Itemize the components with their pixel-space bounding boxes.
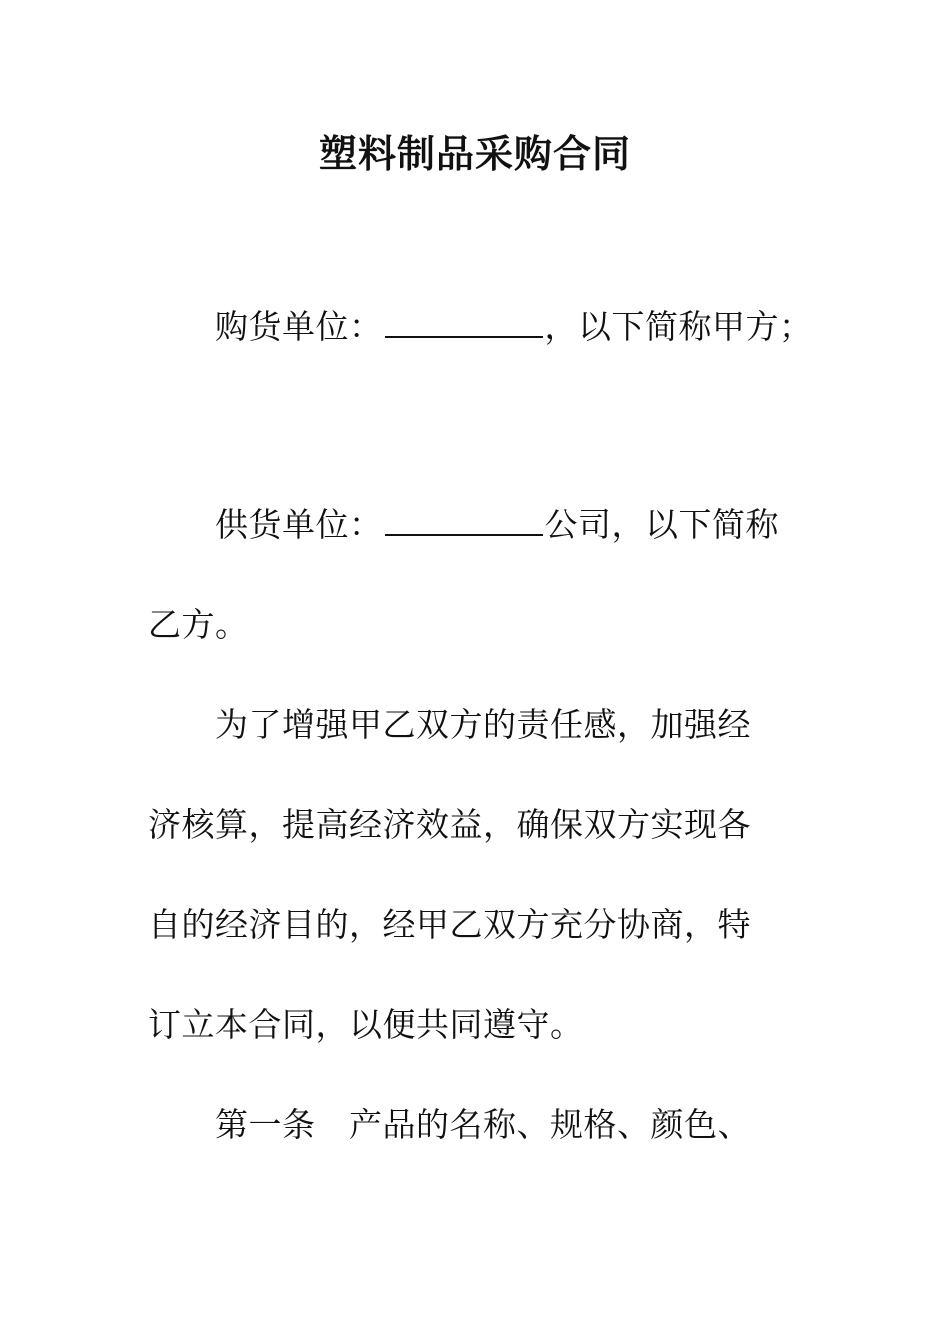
supplier-suffix: 公司，以下简称 bbox=[544, 505, 779, 544]
preamble-line-1: 为了增强甲乙双方的责任感，加强经 bbox=[215, 705, 751, 744]
supplier-label: 供货单位： bbox=[215, 505, 383, 544]
supplier-blank bbox=[385, 508, 543, 536]
supplier-continuation: 乙方。 bbox=[148, 605, 249, 644]
document-title: 塑料制品采购合同 bbox=[318, 131, 631, 176]
buyer-line bbox=[215, 305, 813, 349]
preamble-line-4: 订立本合同，以便共同遵守。 bbox=[148, 1005, 584, 1044]
article-1-heading: 第一条 产品的名称、规格、颜色、 bbox=[215, 1105, 751, 1144]
preamble-line-3: 自的经济目的，经甲乙双方充分协商，特 bbox=[148, 905, 751, 944]
buyer-suffix: ，以下简称甲方； bbox=[544, 307, 813, 346]
buyer-label: 购货单位： bbox=[215, 307, 383, 346]
preamble-line-2: 济核算，提高经济效益，确保双方实现各 bbox=[148, 805, 751, 844]
supplier-line bbox=[215, 503, 779, 547]
buyer-blank bbox=[385, 310, 543, 338]
